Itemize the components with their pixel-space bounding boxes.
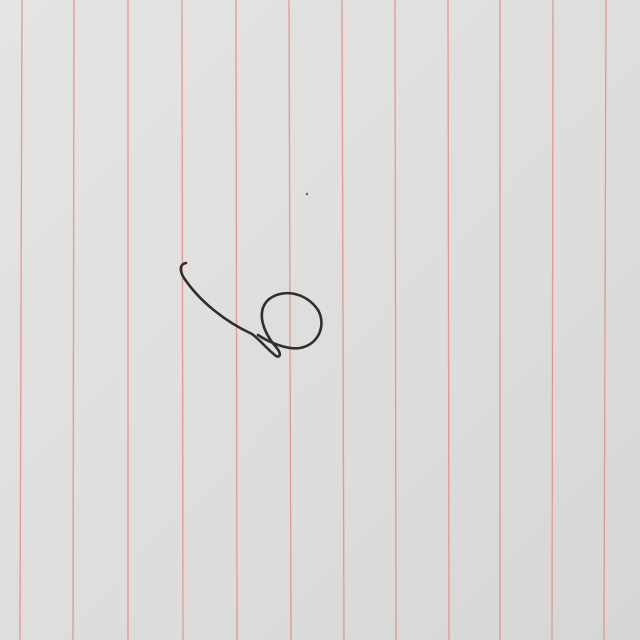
ink-speck [306,193,308,195]
